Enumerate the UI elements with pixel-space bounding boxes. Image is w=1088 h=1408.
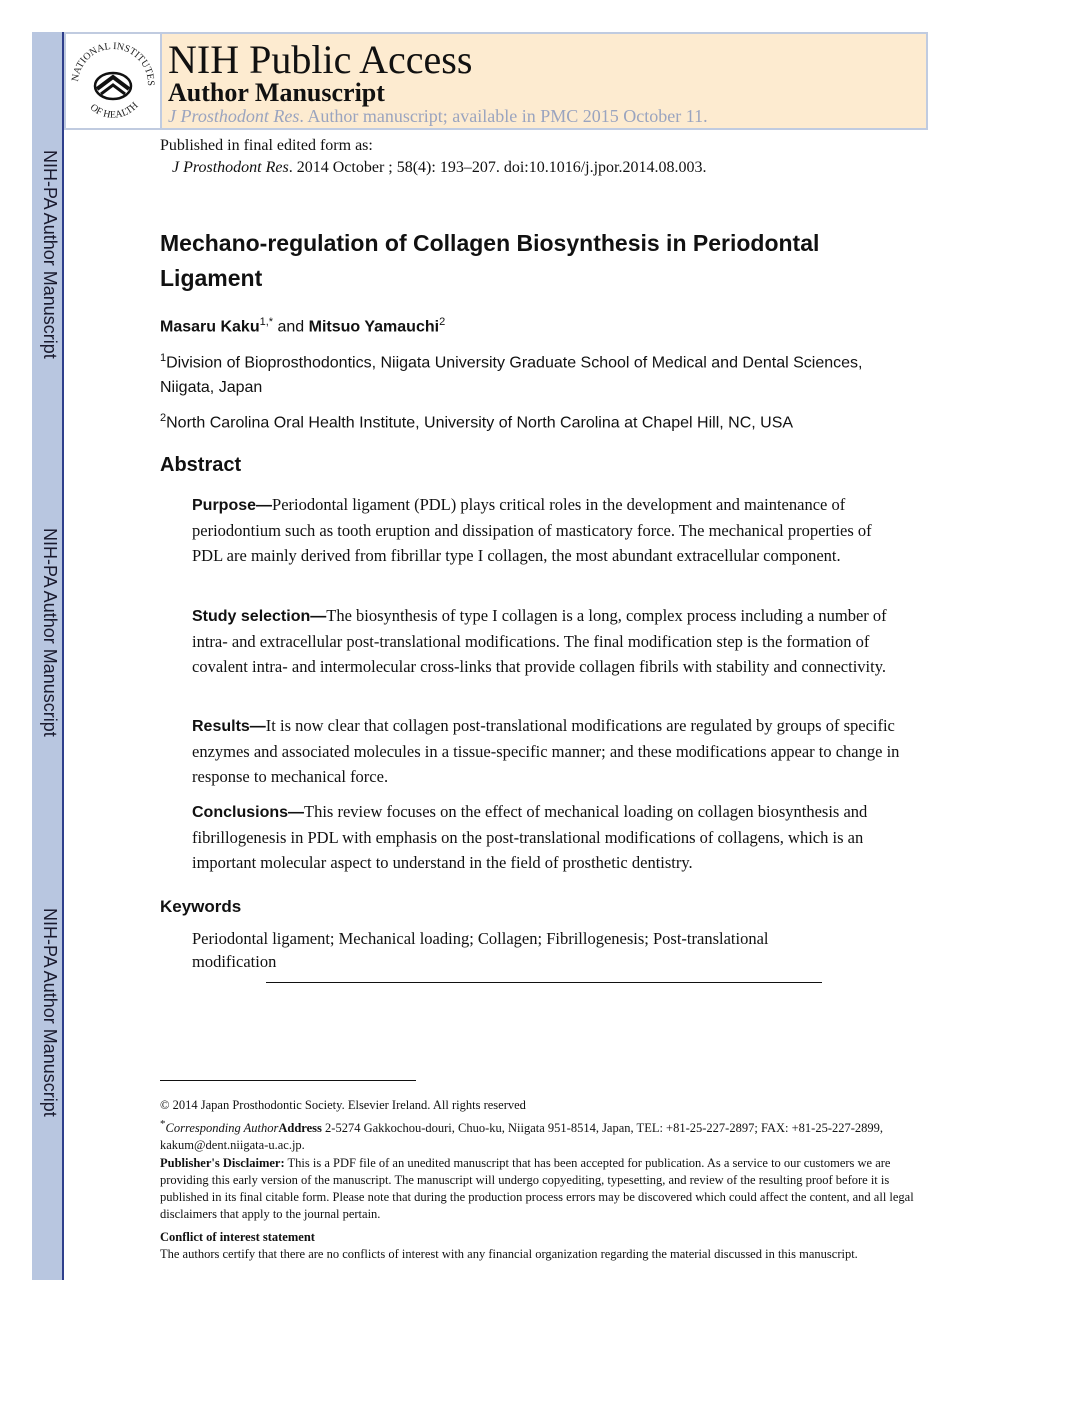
abstract-heading: Abstract	[160, 454, 242, 476]
footnote-divider	[160, 1080, 416, 1081]
disclaimer-label: Publisher's Disclaimer:	[160, 1156, 285, 1170]
section-divider	[266, 982, 822, 983]
nih-seal-icon	[66, 34, 160, 128]
section-label: Purpose—	[192, 497, 273, 514]
header-title-area	[162, 34, 926, 128]
keywords-heading: Keywords	[160, 897, 242, 916]
author-name: Masaru Kaku	[160, 318, 260, 336]
author-superscript: 1,*	[259, 316, 274, 328]
address-label: Address	[278, 1121, 322, 1136]
published-line: Published in final edited form as:	[160, 137, 373, 154]
affiliation-text: Division of Bioprosthodontics, Niigata University Graduate School of Medical and Dental Sciences, Niigata, Japan	[160, 354, 863, 397]
section-text: This review focuses on the effect of mechanical loading on collagen biosynthesis and fibrillogenesis in PDL with emphasis on the post-translational modifications of collagens, which is an important molecular aspect to understand in the field of prosthetic dentistry.	[192, 802, 868, 872]
section-label: Study selection—	[192, 608, 327, 625]
conflict-text: The authors certify that there are no conflicts of interest with any financial organization regarding the material discussed in this manuscript.	[160, 1247, 858, 1261]
availability-rest: . Author manuscript; available in PMC 2015 October 11.	[299, 106, 708, 126]
article-title: Mechano-regulation of Collagen Biosynthesis in Periodontal Ligament	[160, 230, 820, 291]
svg-text:NATIONAL INSTITUTES: NATIONAL INSTITUTES	[69, 40, 157, 86]
corresponding-label: Corresponding Author	[165, 1121, 279, 1136]
sidebar-label: NIH-PA Author Manuscript	[40, 150, 60, 359]
abstract-conclusions	[192, 799, 902, 875]
author-superscript: 2	[439, 316, 446, 328]
author-manuscript-title: Author Manuscript	[168, 78, 385, 107]
availability-line	[168, 106, 708, 127]
affiliation-number: 2	[160, 412, 167, 424]
publication-info	[160, 135, 706, 179]
conflict-heading: Conflict of interest statement	[160, 1230, 315, 1244]
abstract-purpose	[192, 492, 902, 568]
affiliation-2	[160, 406, 880, 435]
disclaimer-text: This is a PDF file of an unedited manuscript that has been accepted for publication. As a service to our customers we are providing this early version of the manuscript. The manuscript will undergo copyediting, typesetting, and review of the resulting proof before it is published in its final citable form. Please note that during the production process errors may be discovered which could affect the content, and all legal disclaimers that apply to the journal pertain.	[160, 1156, 914, 1221]
citation-rest: . 2014 October ; 58(4): 193–207. doi:10.1016/j.jpor.2014.08.003.	[288, 159, 707, 176]
corresponding-author	[160, 1116, 928, 1154]
sidebar-label: NIH-PA Author Manuscript	[40, 528, 60, 737]
affiliation-text: North Carolina Oral Health Institute, University of North Carolina at Chapel Hill, NC, USA	[166, 414, 794, 432]
abstract-results	[192, 713, 902, 789]
nih-logo	[66, 34, 162, 128]
section-label: Conclusions—	[192, 804, 305, 821]
section-label: Results—	[192, 718, 266, 735]
citation-line	[160, 157, 706, 179]
nih-header-banner	[64, 32, 928, 130]
address-text: 2-5274 Gakkochou-douri, Chuo-ku, Niigata 951-8514, Japan, TEL: +81-25-227-2897; FAX: +81-25-227-2899, kakum@dent.niigata-u.ac.jp.	[160, 1121, 884, 1153]
affiliation-number: 1	[160, 352, 167, 364]
publisher-disclaimer	[160, 1155, 928, 1223]
availability-journal: J Prosthodont Res	[168, 106, 300, 126]
copyright-notice: © 2014 Japan Prosthodontic Society. Elsevier Ireland. All rights reserved	[160, 1098, 526, 1112]
nih-public-access-title: NIH Public Access	[168, 37, 473, 82]
sidebar-band	[32, 32, 64, 1280]
author-line	[160, 316, 445, 336]
svg-text:OF HEALTH: OF HEALTH	[87, 100, 141, 121]
affiliation-1	[160, 346, 880, 400]
section-text: Periodontal ligament (PDL) plays critical roles in the development and maintenance of periodontium such as tooth eruption and dissipation of masticatory force. The mechanical properties of PDL are mainly derived from fibrillar type I collagen, the most abundant extracellular component.	[192, 495, 872, 565]
section-text: It is now clear that collagen post-translational modifications are regulated by groups of specific enzymes and associated molecules in a tissue-specific manner; and these modifications appear to change in response to mechanical force.	[192, 716, 900, 786]
sidebar-label: NIH-PA Author Manuscript	[40, 908, 60, 1117]
conflict-statement	[160, 1229, 928, 1263]
author-separator: and	[273, 318, 309, 336]
abstract-study-selection	[192, 603, 902, 679]
author-name: Mitsuo Yamauchi	[308, 318, 440, 336]
section-text: The biosynthesis of type I collagen is a long, complex process including a number of intra- and extracellular post-translational modifications. The final modification step is the formation of covalent intra- and intermolecular cross-links that provide collagen fibrils with stability and connectivity.	[192, 606, 887, 676]
keywords-text: Periodontal ligament; Mechanical loading; Collagen; Fibrillogenesis; Post-translational modification	[192, 929, 769, 971]
citation-journal: J Prosthodont Res	[172, 159, 289, 176]
footnote-marker: *	[160, 1118, 166, 1130]
